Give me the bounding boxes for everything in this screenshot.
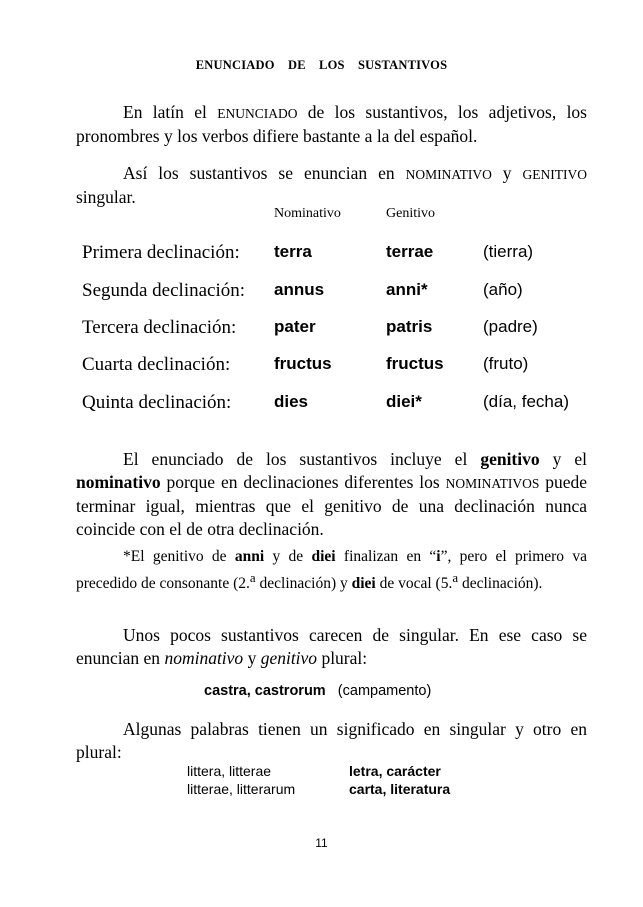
nominativo-form: fructus	[274, 354, 332, 373]
plural-example	[204, 683, 431, 699]
text-run: *El genitivo de	[123, 548, 235, 565]
genitivo-form: terrae	[386, 242, 434, 261]
small-caps-term: ENUNCIADO	[217, 106, 298, 121]
italic-term: nominativo	[164, 648, 244, 668]
intro-paragraph-2	[76, 162, 587, 209]
superscript: a	[249, 570, 256, 585]
italic-term: genitivo	[260, 648, 318, 668]
text-run: declinación) y	[255, 575, 352, 593]
example-latin: castra, castrorum	[204, 683, 326, 699]
footnote-paragraph	[76, 546, 587, 594]
text-run: singular.	[76, 187, 136, 207]
text-run: Así los sustantivos se enuncian en	[123, 163, 406, 183]
text-run: porque en declinaciones diferentes los	[160, 472, 446, 492]
text-run: En latín el	[123, 102, 218, 122]
text-run: y	[243, 648, 261, 668]
page-number: 11	[315, 836, 328, 850]
nominativo-form: pater	[274, 317, 316, 336]
column-header-genitivo: Genitivo	[386, 206, 435, 221]
small-caps-term: NOMINATIVOS	[445, 476, 540, 491]
meaning: (tierra)	[483, 242, 534, 261]
nominativo-form: terra	[274, 242, 312, 261]
spanish-meaning: carta, literatura	[349, 781, 451, 797]
meaning: (fruto)	[483, 354, 529, 373]
plural-paragraph	[76, 624, 587, 670]
text-run: finalizan en “	[335, 548, 437, 565]
spanish-meaning: letra, carácter	[349, 763, 441, 779]
column-header-nominativo: Nominativo	[274, 206, 341, 221]
declension-label: Tercera declinación:	[82, 317, 237, 338]
nominativo-form: annus	[274, 280, 325, 299]
latin-word: litterae, litterarum	[187, 781, 296, 797]
meaning: (año)	[483, 280, 523, 299]
meanings-paragraph	[76, 718, 587, 764]
text-run: y de	[264, 548, 312, 565]
meaning: (día, fecha)	[483, 392, 569, 411]
meaning: (padre)	[483, 317, 538, 336]
bold-term: diei	[351, 575, 376, 593]
text-run: de los sustantivos, los adjetivos, los pronombres y los verbos difiere bastante a la del español.	[76, 102, 587, 146]
latin-word: littera, litterae	[187, 763, 272, 779]
nominativo-form: dies	[274, 392, 309, 411]
bold-term: anni	[234, 548, 265, 565]
genitivo-form: fructus	[386, 354, 444, 373]
text-run: ”, pero el primero va precedido de consonante (2.	[76, 548, 587, 593]
small-caps-term: NOMINATIVO	[405, 167, 492, 182]
page-title: ENUNCIADO DE LOS SUSTANTIVOS	[195, 58, 448, 72]
bold-term: i	[436, 548, 441, 565]
text-run: plural:	[317, 648, 368, 668]
small-caps-term: GENITIVO	[522, 167, 587, 182]
declension-label: Quinta declinación:	[82, 392, 232, 413]
text-run: puede terminar igual, mientras que el genitivo de una declinación nunca coincide con el de otra declinación.	[76, 472, 587, 539]
text-run: de vocal (5.	[375, 575, 453, 593]
declension-label: Segunda declinación:	[82, 280, 246, 301]
bold-term: diei	[311, 548, 336, 565]
bold-term: genitivo	[480, 449, 540, 469]
intro-paragraph-1	[76, 101, 587, 148]
text-run: y	[491, 163, 523, 183]
explanation-paragraph	[76, 448, 587, 541]
superscript: a	[452, 570, 459, 585]
text-run: Algunas palabras tienen un significado en singular y otro en plural:	[76, 719, 587, 762]
genitivo-form: patris	[386, 317, 433, 336]
bold-term: nominativo	[76, 472, 161, 492]
genitivo-form: anni*	[386, 280, 428, 299]
text-run: Unos pocos sustantivos carecen de singular. En ese caso se enuncian en	[76, 625, 587, 668]
example-meaning: (campamento)	[337, 683, 432, 699]
declension-label: Primera declinación:	[82, 242, 240, 263]
text-run: declinación).	[458, 575, 543, 593]
text-run: y el	[539, 449, 587, 469]
text-run: El enunciado de los sustantivos incluye el	[123, 449, 481, 469]
genitivo-form: diei*	[386, 392, 422, 411]
declension-label: Cuarta declinación:	[82, 354, 231, 375]
